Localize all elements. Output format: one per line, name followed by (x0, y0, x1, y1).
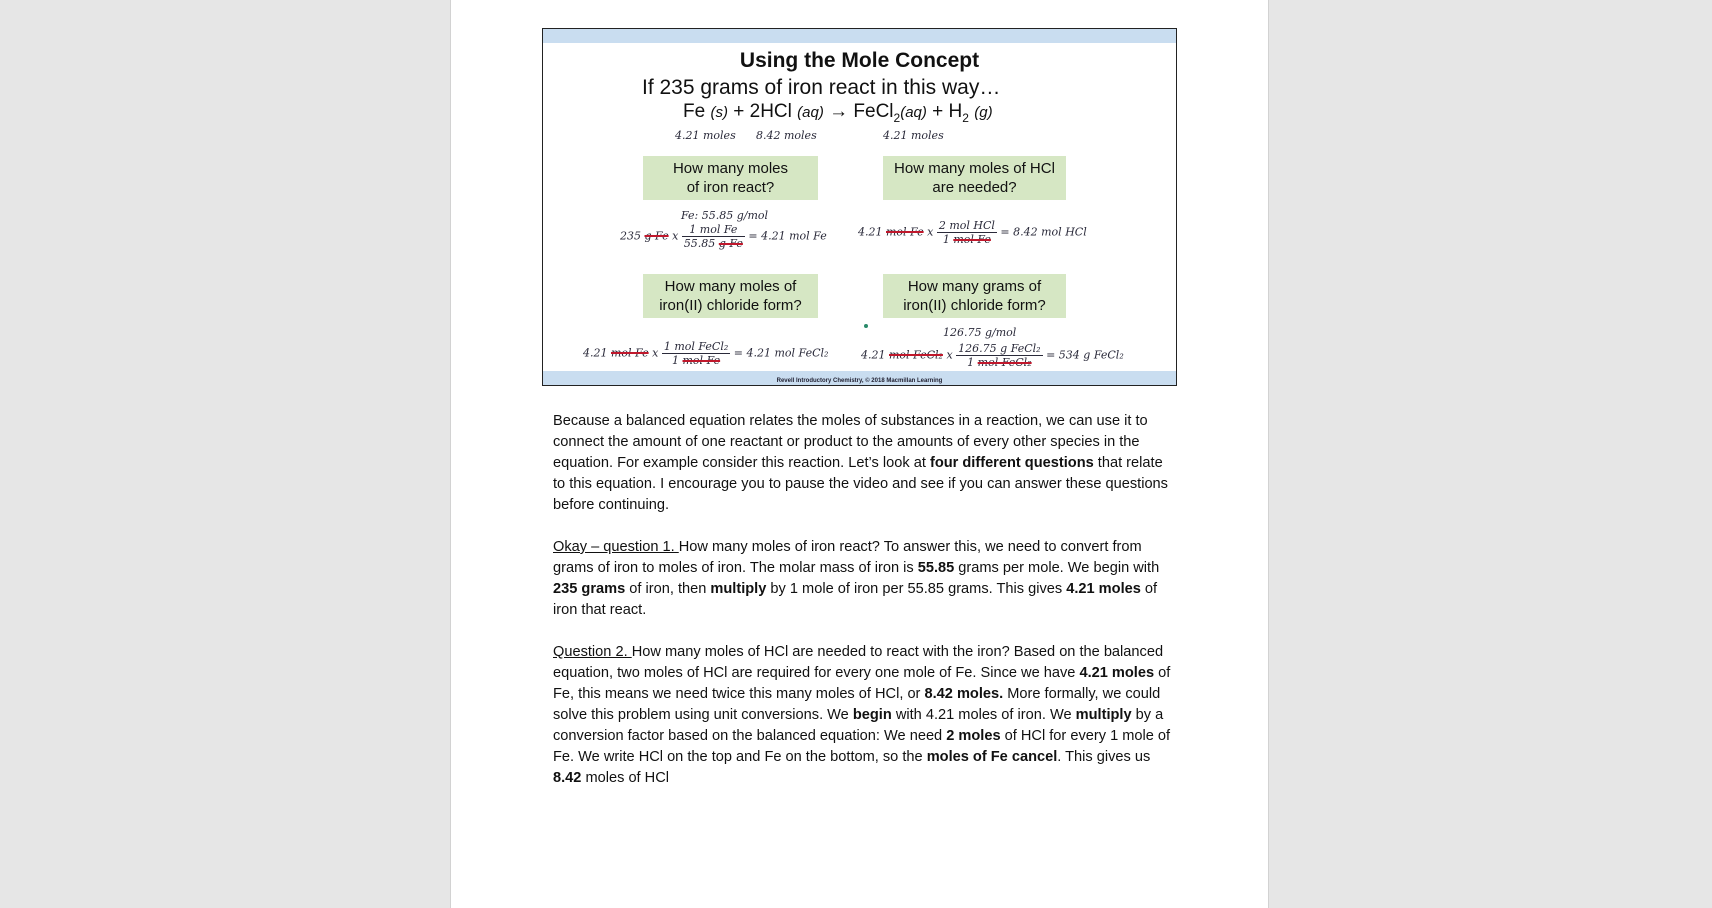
document-page (450, 0, 1269, 908)
slide-top-band (543, 29, 1176, 43)
calc4-molar-mass: 126.75 g/mol (943, 326, 1017, 339)
question-box-2: How many moles of HCl are needed? (883, 156, 1066, 200)
slide-title: Using the Mole Concept (739, 49, 980, 72)
slide-image (542, 28, 1177, 386)
slide-subtitle: If 235 grams of iron react in this way… (642, 76, 1001, 99)
question-box-4: How many grams of iron(II) chloride form? (883, 274, 1066, 318)
paragraph-1: Because a balanced equation relates the moles of substances in a reaction, we can use it to connect the amount of one reactant or product to the amounts of every other species in the equation. For example consider this reaction. Let’s look at four different questions that relate to this equation. I encourage you to pause the video and see if you can answer these questions before continuing. (553, 413, 1168, 513)
calc1-work: 235 g Fe x $\frac{\text{1 mol Fe}}{\text{55.85 g Fe}}$ = 4.21 mol Fe (620, 223, 827, 250)
moles-hcl-note: 8.42 moles (756, 129, 817, 142)
stray-ink-dot (864, 324, 868, 328)
moles-fecl2-note: 4.21 moles (883, 129, 944, 142)
question-box-3: How many moles of iron(II) chloride form? (643, 274, 818, 318)
calc3-work: 4.21 mol Fe x $\frac{\text{1 mol FeCl₂}}{\text{1 mol Fe}}$ = 4.21 mol FeCl₂ (583, 340, 829, 367)
question-box-1: How many moles of iron react? (643, 156, 818, 200)
chemical-equation: Fe (s) + 2HCl (aq) → FeCl$_2$(aq) + $H_2$ (g) (683, 101, 993, 125)
moles-fe-note: 4.21 moles (675, 129, 736, 142)
calc4-work: 4.21 mol FeCl₂ x $\frac{\text{126.75 g FeCl₂}}{\text{1 mol FeCl₂}}$ = 534 g FeCl₂ (861, 342, 1124, 369)
calc1-molar-mass: Fe: 55.85 g/mol (681, 209, 769, 222)
slide-credit: Revell Introductory Chemistry, © 2018 Macmillan Learning (776, 378, 943, 384)
paragraph-2: Okay – question 1. How many moles of iron react? To answer this, we need to convert from grams of iron to moles of iron. The molar mass of iron is 55.85 grams per mole. We begin with 235 grams of iron, then multiply by 1 mole of iron per 55.85 grams. This gives 4.21 moles of iron that react. (553, 539, 1160, 618)
calc2-work: 4.21 mol Fe x $\frac{\text{2 mol HCl}}{\text{1 mol Fe}}$ = 8.42 mol HCl (858, 219, 1087, 246)
paragraph-3: Question 2. How many moles of HCl are needed to react with the iron? Based on the balanced equation, two moles of HCl are required for every one mole of Fe. Since we have 4.21 moles of Fe, this means we need twice this many moles of HCl, or 8.42 moles. More formally, we could solve this problem using unit conversions. We begin with 4.21 moles of iron. We multiply by a conversion factor based on the balanced equation: We need 2 moles of HCl for every 1 mole of Fe. We write HCl on the top and Fe on the bottom, so the moles of Fe cancel. This gives us 8.42 moles of HCl (553, 644, 1171, 786)
